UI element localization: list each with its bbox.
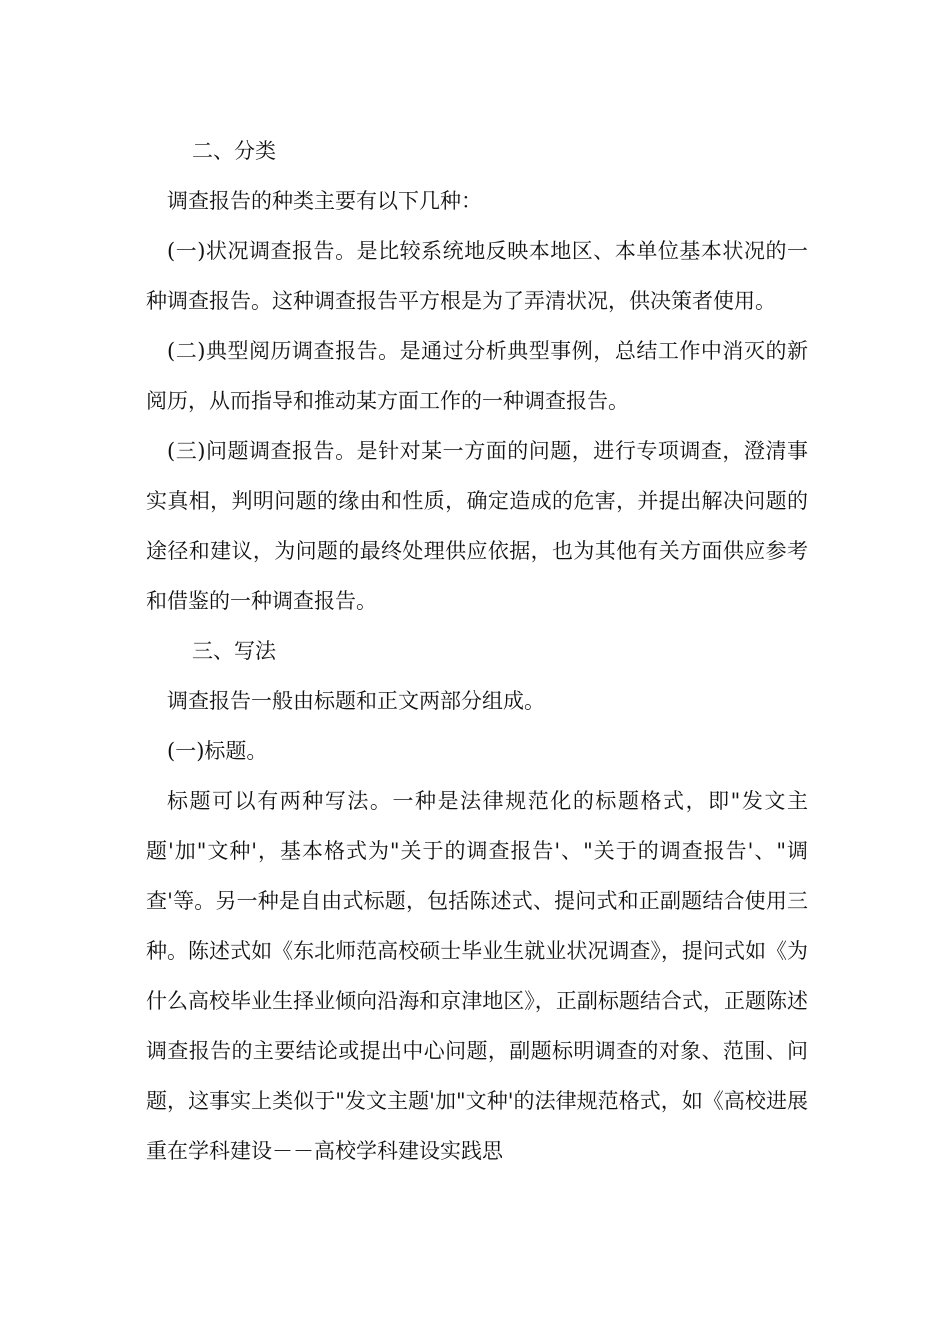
section-heading-classification: 二、分类 (192, 139, 276, 163)
document-body (146, 126, 808, 1176)
section-heading-writing: 三、写法 (192, 639, 276, 663)
paragraph-situation-report: (一)状况调查报告。是比较系统地反映本地区、本单位基本状况的一种调查报告。这种调查报告平方根是为了弄清状况，供决策者使用。 (146, 239, 808, 313)
paragraph-problem-report: (三)问题调查报告。是针对某一方面的问题，进行专项调查，澄清事实真相，判明问题的缘由和性质，确定造成的危害，并提出解决问题的途径和建议，为问题的最终处理供应依据，也为其他有关方面供应参考和借鉴的一种调查报告。 (146, 439, 808, 613)
paragraph-title-formats: 标题可以有两种写法。一种是法律规范化的标题格式，即"发文主题'加"文种'，基本格式为"关于的调查报告'、"关于的调查报告'、"调查'等。另一种是自由式标题，包括陈述式、提问式和正副题结合使用三种。陈述式如《东北师范高校硕士毕业生就业状况调查》，提问式如《为什么高校毕业生择业倾向沿海和京津地区》，正副标题结合式，正题陈述调查报告的主要结论或提出中心问题，副题标明调查的对象、范围、问题，这事实上类似于"发文主题'加"文种'的法律规范格式，如《高校进展重在学科建设－－高校学科建设实践思 (146, 789, 808, 1163)
paragraph-structure: 调查报告一般由标题和正文两部分组成。 (167, 689, 545, 713)
paragraph-intro-types: 调查报告的种类主要有以下几种： (167, 189, 482, 213)
paragraph-experience-report: (二)典型阅历调查报告。是通过分析典型事例，总结工作中消灭的新阅历，从而指导和推动某方面工作的一种调查报告。 (146, 339, 808, 413)
subheading-title: (一)标题。 (167, 739, 268, 763)
